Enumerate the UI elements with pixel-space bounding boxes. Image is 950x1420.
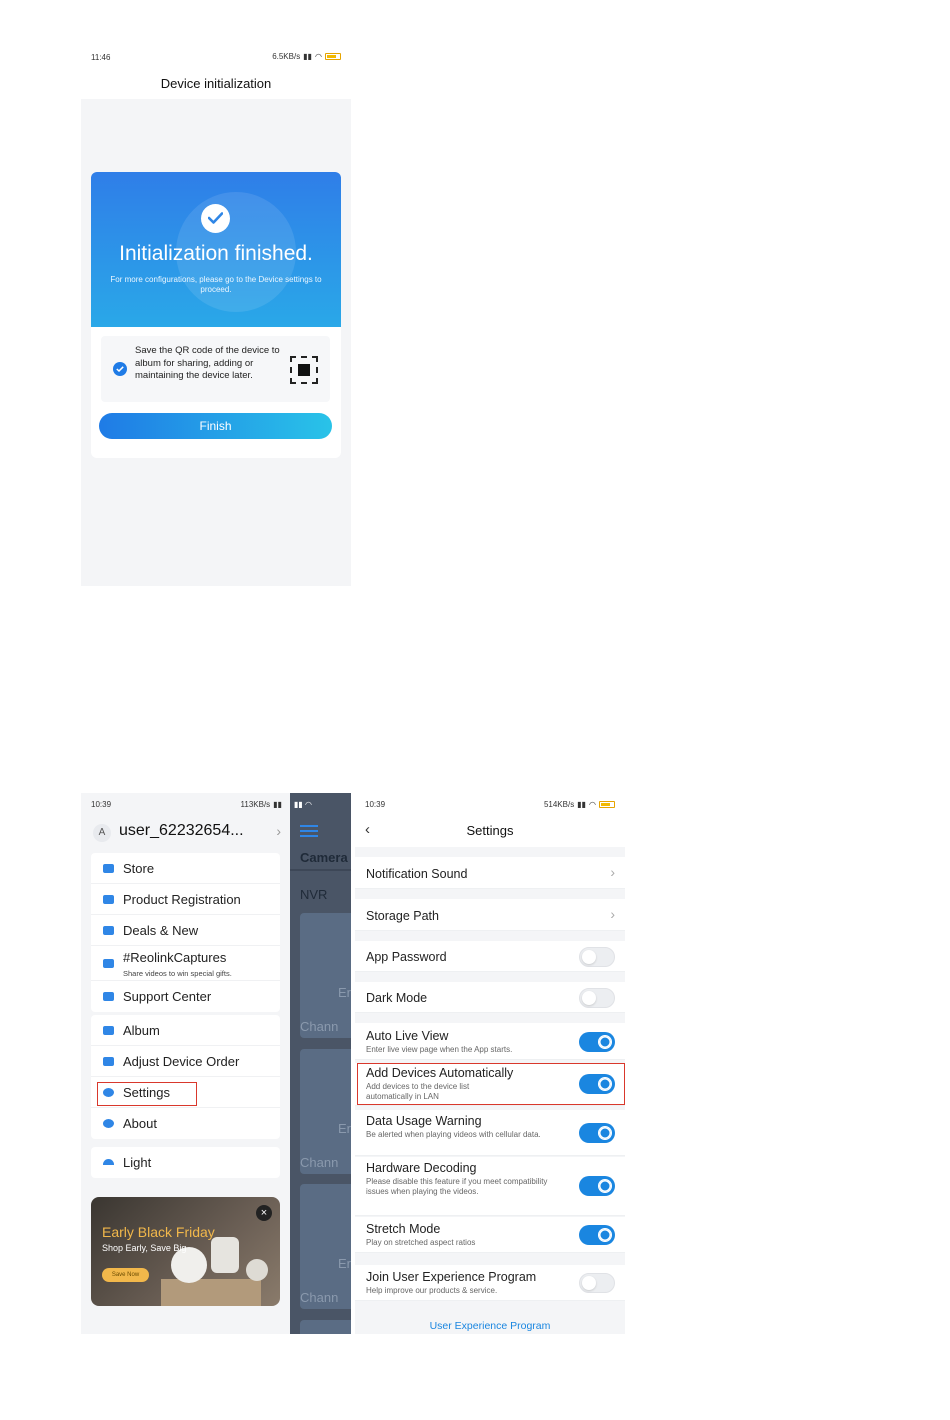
overlay-tile-label: Chann	[300, 1290, 339, 1305]
toggle-knob	[598, 1035, 612, 1049]
promo-subtitle: Shop Early, Save Big	[102, 1243, 187, 1253]
setting-description: Help improve our products & service.	[366, 1286, 498, 1295]
qr-code-icon	[290, 356, 318, 384]
status-speed: 6.5KB/s	[272, 52, 301, 61]
wifi-icon: ◠	[315, 52, 322, 61]
menu-item-label: About	[123, 1116, 157, 1131]
checkbox-checked-icon[interactable]	[113, 362, 127, 376]
close-icon[interactable]: ×	[256, 1205, 272, 1221]
menu-icon	[300, 825, 318, 827]
page-title: Device initialization	[81, 69, 351, 99]
back-arrow-icon[interactable]: ‹	[365, 821, 370, 838]
toggle-knob	[582, 950, 596, 964]
chevron-right-icon: ›	[610, 906, 615, 922]
toggle-knob	[582, 991, 596, 1005]
menu-item-label: Settings	[123, 1085, 170, 1100]
setting-label: Stretch Mode	[366, 1222, 441, 1236]
setting-join-user-experience-program	[355, 1265, 625, 1301]
info-icon	[103, 1119, 114, 1128]
menu-item-label: Album	[123, 1023, 160, 1038]
overlay-tile-icon: Er	[338, 1121, 351, 1136]
overlay-channel-tile	[300, 1184, 351, 1309]
overlay-channel-tile	[300, 913, 351, 1038]
captures-icon	[103, 959, 114, 968]
init-card	[91, 172, 341, 458]
auto-live-view-toggle[interactable]	[579, 1032, 615, 1052]
wifi-icon: ◠	[589, 800, 596, 809]
setting-label: Notification Sound	[366, 867, 468, 881]
store-icon	[103, 864, 114, 873]
setting-notification-sound[interactable]	[355, 857, 625, 889]
status-icons	[241, 800, 282, 809]
side-drawer	[81, 793, 290, 1334]
camera-image	[246, 1259, 268, 1281]
menu-item-label: Light	[123, 1155, 152, 1170]
app-password-toggle[interactable]	[579, 947, 615, 967]
setting-data-usage-warning	[355, 1110, 625, 1156]
status-icons	[544, 800, 615, 809]
settings-header	[355, 815, 625, 847]
registration-icon	[103, 895, 114, 904]
setting-label: Auto Live View	[366, 1029, 449, 1043]
menu-item-reolink-captures[interactable]	[91, 946, 280, 981]
setting-label: Storage Path	[366, 909, 439, 923]
menu-item-sublabel: Share videos to win special gifts.	[123, 969, 232, 978]
overlay-channel-tile	[300, 1049, 351, 1174]
promo-save-now-button[interactable]: Save Now	[102, 1268, 149, 1282]
user-experience-toggle[interactable]	[579, 1273, 615, 1293]
promo-banner[interactable]	[91, 1197, 280, 1306]
setting-label: Hardware Decoding	[366, 1161, 477, 1175]
init-banner	[91, 172, 341, 327]
user-avatar-icon: A	[93, 824, 111, 842]
setting-auto-live-view	[355, 1023, 625, 1060]
overlay-status-bar	[290, 793, 351, 815]
menu-item-label: Product Registration	[123, 892, 241, 907]
overlay-tile-icon: Er	[338, 985, 351, 1000]
overlay-section-nvr: NVR	[300, 887, 328, 902]
status-time: 11:46	[91, 53, 111, 62]
menu-item-deals[interactable]	[91, 915, 280, 946]
menu-item-adjust-device-order[interactable]	[91, 1046, 280, 1077]
user-experience-program-link[interactable]: User Experience Program	[429, 1320, 551, 1332]
add-devices-highlight-box	[357, 1063, 625, 1105]
status-bar	[81, 45, 351, 69]
finish-button[interactable]: Finish	[99, 413, 332, 439]
setting-description: Please disable this feature if you meet compatibility issues when playing the videos.	[366, 1177, 548, 1196]
menu-item-about[interactable]	[91, 1108, 280, 1139]
toggle-knob	[598, 1126, 612, 1140]
menu-item-support-center[interactable]	[91, 981, 280, 1012]
signal-icon: ▮▮	[273, 800, 282, 809]
setting-description: Add devices to the device list automatically in LAN	[366, 1082, 470, 1101]
settings-screen	[355, 793, 625, 1334]
menu-item-product-registration[interactable]	[91, 884, 280, 915]
menu-item-label: #ReolinkCaptures	[123, 950, 227, 965]
overlay-tile-label: Chann	[300, 1155, 339, 1170]
support-icon	[103, 992, 114, 1001]
page-title: Settings	[466, 823, 514, 838]
status-speed: 113KB/s	[240, 800, 271, 809]
setting-label: Data Usage Warning	[366, 1114, 482, 1128]
setting-description: Enter live view page when the App starts.	[366, 1045, 513, 1054]
album-icon	[103, 1026, 114, 1035]
setting-label: Join User Experience Program	[366, 1270, 537, 1284]
menu-item-album[interactable]	[91, 1015, 280, 1046]
data-usage-warning-toggle[interactable]	[579, 1123, 615, 1143]
setting-storage-path[interactable]	[355, 899, 625, 931]
hardware-decoding-toggle[interactable]	[579, 1176, 615, 1196]
status-bar	[81, 793, 290, 815]
setting-app-password	[355, 941, 625, 972]
menu-item-light-theme[interactable]	[91, 1147, 280, 1178]
camera-image	[211, 1237, 239, 1273]
setting-dark-mode	[355, 982, 625, 1013]
promo-title: Early Black Friday	[102, 1224, 215, 1240]
menu-item-label: Store	[123, 861, 155, 876]
overlay-status-icons: ▮▮ ◠	[294, 800, 313, 809]
status-icons	[272, 52, 341, 61]
menu-group-theme	[91, 1147, 280, 1178]
chevron-right-icon: ›	[276, 823, 281, 839]
menu-item-label: Support Center	[123, 989, 212, 1004]
setting-label: Dark Mode	[366, 991, 428, 1005]
signal-icon: ▮▮	[577, 800, 587, 809]
stretch-mode-toggle[interactable]	[579, 1225, 615, 1245]
username: user_62232654...	[119, 822, 244, 839]
save-qr-option[interactable]	[101, 336, 330, 402]
status-time: 10:39	[91, 800, 112, 809]
battery-icon	[599, 801, 615, 808]
toggle-knob	[598, 1228, 612, 1242]
overlay-tab-camera: Camera	[300, 850, 348, 865]
overlay-channel-tile	[300, 1320, 351, 1334]
setting-hardware-decoding	[355, 1157, 625, 1216]
user-profile-row[interactable]	[91, 821, 281, 845]
dimmed-home-background[interactable]	[290, 793, 351, 1334]
menu-group-primary	[91, 853, 280, 1012]
deals-icon	[103, 926, 114, 935]
chevron-right-icon: ›	[610, 864, 615, 880]
menu-group-secondary	[91, 1015, 280, 1139]
status-speed: 514KB/s	[543, 800, 575, 809]
drawer-menu-screen	[81, 793, 351, 1334]
setting-label: Add Devices Automatically	[366, 1066, 514, 1080]
status-bar	[355, 793, 625, 815]
overlay-tile-icon: Er	[338, 1256, 351, 1271]
menu-item-label: Adjust Device Order	[123, 1054, 240, 1069]
cloud-icon	[103, 1159, 114, 1165]
toggle-knob	[582, 1276, 596, 1290]
dark-mode-toggle[interactable]	[579, 988, 615, 1008]
status-time: 10:39	[365, 800, 386, 809]
battery-icon	[325, 53, 341, 60]
menu-item-store[interactable]	[91, 853, 280, 884]
device-init-screen	[81, 45, 351, 586]
menu-item-label: Deals & New	[123, 923, 199, 938]
setting-label: App Password	[366, 950, 447, 964]
success-check-icon	[201, 204, 230, 233]
settings-highlight-box	[97, 1082, 197, 1106]
init-headline: Initialization finished.	[119, 242, 313, 265]
toggle-knob	[598, 1179, 612, 1193]
overlay-tab-underline	[290, 869, 351, 871]
setting-description: Play on stretched aspect ratios	[366, 1238, 476, 1247]
save-qr-text: Save the QR code of the device to album for sharing, adding or maintaining the device later.	[135, 345, 280, 381]
promo-box-image	[161, 1279, 261, 1306]
init-subtitle: For more configurations, please go to the Device settings to proceed.	[110, 275, 322, 294]
setting-stretch-mode	[355, 1217, 625, 1253]
signal-icon: ▮▮	[303, 52, 313, 61]
setting-description: Be alerted when playing videos with cellular data.	[366, 1130, 541, 1139]
device-order-icon	[103, 1057, 114, 1066]
overlay-tile-label: Chann	[300, 1019, 339, 1034]
